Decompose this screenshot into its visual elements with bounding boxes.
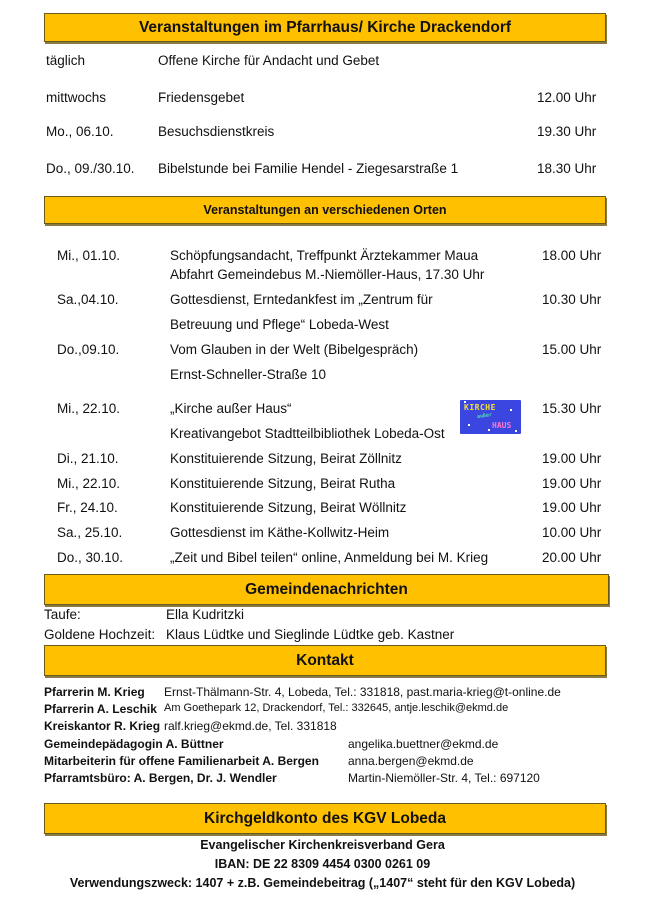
event-time: 19.00 Uhr: [542, 500, 602, 515]
star-icon: [468, 424, 470, 426]
event-day: Do., 09./30.10.: [46, 161, 135, 176]
event-desc: Konstituierende Sitzung, Beirat Wöllnitz: [170, 500, 407, 515]
event-desc: Friedensgebet: [158, 90, 245, 105]
contact-name: Pfarrerin A. Leschik: [44, 702, 157, 716]
star-icon: [510, 409, 512, 411]
star-icon: [515, 430, 517, 432]
event-desc: Offene Kirche für Andacht und Gebet: [158, 53, 380, 68]
section-header-kirchgeldkonto: Kirchgeldkonto des KGV Lobeda: [44, 803, 606, 834]
event-time: 10.30 Uhr: [542, 292, 602, 307]
contact-name: Pfarrerin M. Krieg: [44, 685, 145, 699]
verwendungszweck: Verwendungszweck: 1407 + z.B. Gemeindebeitrag („1407“ steht für den KGV Lobeda): [69, 876, 576, 890]
contact-name: Mitarbeiterin für offene Familienarbeit A. Bergen: [44, 754, 319, 768]
event-day: mittwochs: [46, 90, 107, 105]
news-value-taufe: Ella Kudritzki: [166, 607, 245, 622]
event-day: Di., 21.10.: [57, 451, 119, 466]
event-day: täglich: [46, 53, 86, 68]
event-time: 19.30 Uhr: [537, 124, 597, 139]
event-desc: Schöpfungsandacht, Treffpunkt Ärztekammer Maua: [170, 248, 479, 263]
event-desc: Bibelstunde bei Familie Hendel - Ziegesarstraße 1: [158, 161, 459, 176]
event-day: Mo., 06.10.: [46, 124, 114, 139]
contact-name: Gemeindepädagogin A. Büttner: [44, 737, 224, 751]
iban: IBAN: DE 22 8309 4454 0300 0261 09: [214, 857, 431, 871]
event-desc: Konstituierende Sitzung, Beirat Zöllnitz: [170, 451, 402, 466]
event-time: 20.00 Uhr: [542, 550, 602, 565]
event-desc: Gottesdienst im Käthe-Kollwitz-Heim: [170, 525, 390, 540]
contact-info: Martin-Niemöller-Str. 4, Tel.: 697120: [348, 771, 540, 785]
event-day: Fr., 24.10.: [57, 500, 118, 515]
event-time: 15.30 Uhr: [542, 401, 602, 416]
event-desc-line2: Kreativangebot Stadtteilbibliothek Lobeda-Ost: [170, 426, 445, 441]
kirche-ausser-haus-logo: [460, 400, 521, 434]
news-label-hochzeit: Goldene Hochzeit:: [44, 627, 156, 642]
news-value-hochzeit: Klaus Lüdtke und Sieglinde Lüdtke geb. Kastner: [166, 627, 455, 642]
event-time: 19.00 Uhr: [542, 476, 602, 491]
contact-info: Am Goethepark 12, Drackendorf, Tel.: 332645, antje.leschik@ekmd.de: [164, 702, 509, 714]
event-time: 18.30 Uhr: [537, 161, 597, 176]
star-icon: [464, 401, 466, 403]
event-time: 18.00 Uhr: [542, 248, 602, 263]
news-label-taufe: Taufe:: [44, 607, 81, 622]
event-day: Sa., 25.10.: [57, 525, 123, 540]
logo-text-ausser: außer: [476, 411, 493, 421]
event-time: 19.00 Uhr: [542, 451, 602, 466]
event-day: Mi., 01.10.: [57, 248, 121, 263]
section-header-kontakt: Kontakt: [44, 645, 606, 676]
section-header-gemeindenachrichten: Gemeindenachrichten: [44, 574, 609, 605]
event-desc: Vom Glauben in der Welt (Bibelgespräch): [170, 342, 419, 357]
contact-info: ralf.krieg@ekmd.de, Tel. 331818: [164, 719, 337, 733]
star-icon: [488, 429, 490, 431]
event-day: Do.,09.10.: [57, 342, 120, 357]
event-desc: „Zeit und Bibel teilen“ online, Anmeldung bei M. Krieg: [170, 550, 489, 565]
contact-info: anna.bergen@ekmd.de: [348, 754, 474, 768]
event-time: 12.00 Uhr: [537, 90, 597, 105]
event-desc: Konstituierende Sitzung, Beirat Rutha: [170, 476, 396, 491]
event-desc-line2: Abfahrt Gemeindebus M.-Niemöller-Haus, 17.30 Uhr: [170, 267, 485, 282]
logo-text-kirche: KIRCHE: [464, 403, 496, 412]
event-desc: Besuchsdienstkreis: [158, 124, 275, 139]
event-time: 10.00 Uhr: [542, 525, 602, 540]
event-desc: Gottesdienst, Erntedankfest im „Zentrum für: [170, 292, 433, 307]
event-day: Sa.,04.10.: [57, 292, 119, 307]
event-desc-line2: Betreuung und Pflege“ Lobeda-West: [170, 317, 389, 332]
contact-info: angelika.buettner@ekmd.de: [348, 737, 499, 751]
event-desc-line2: Ernst-Schneller-Straße 10: [170, 367, 327, 382]
section-header-orte: Veranstaltungen an verschiedenen Orten: [44, 196, 606, 224]
logo-text-haus: HAUS: [492, 421, 512, 430]
contact-name: Pfarramtsbüro: A. Bergen, Dr. J. Wendler: [44, 771, 277, 785]
event-day: Do., 30.10.: [57, 550, 124, 565]
section-header-pfarrhaus: Veranstaltungen im Pfarrhaus/ Kirche Drackendorf: [44, 13, 606, 42]
event-time: 15.00 Uhr: [542, 342, 602, 357]
event-day: Mi., 22.10.: [57, 476, 121, 491]
bank-name: Evangelischer Kirchenkreisverband Gera: [200, 838, 445, 852]
contact-name: Kreiskantor R. Krieg: [44, 719, 161, 733]
contact-info: Ernst-Thälmann-Str. 4, Lobeda, Tel.: 331818, past.maria-krieg@t-online.de: [164, 685, 561, 699]
event-day: Mi., 22.10.: [57, 401, 121, 416]
event-desc: „Kirche außer Haus“: [170, 401, 292, 416]
